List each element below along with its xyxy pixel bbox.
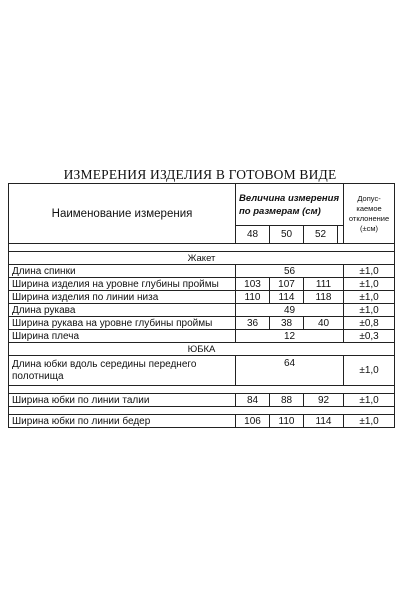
table-row (9, 356, 395, 386)
tolerance-value: ±1,0 (344, 394, 395, 407)
value-size-48: 106 (236, 415, 270, 428)
value-size-48: 84 (236, 394, 270, 407)
value-size-50: 110 (270, 415, 304, 428)
document-title: ИЗМЕРЕНИЯ ИЗДЕЛИЯ В ГОТОВОМ ВИДЕ (63, 167, 337, 182)
table-row (9, 394, 395, 407)
value-size-50: 107 (270, 278, 304, 291)
measurement-name: Ширина рукава на уровне глубины проймы (9, 317, 236, 330)
measurement-name-line2: полотнища (12, 370, 64, 382)
table-row (9, 278, 395, 291)
measurement-name: Ширина юбки по линии талии (9, 394, 236, 407)
measurement-name: Длина спинки (9, 265, 236, 278)
table-row (9, 291, 395, 304)
size-48: 48 (236, 226, 270, 244)
value-size-48: 110 (236, 291, 270, 304)
value-size-52: 114 (304, 415, 344, 428)
measurement-value: 64 (236, 356, 344, 386)
measurement-name: Ширина юбки по линии бедер (9, 415, 236, 428)
measurements-table (8, 183, 395, 428)
tolerance-value: ±1,0 (344, 291, 395, 304)
tolerance-value: ±0,3 (344, 330, 395, 343)
tolerance-value: ±1,0 (344, 415, 395, 428)
measurement-name-line1: Длина юбки вдоль середины переднего (12, 358, 197, 370)
tolerance-value: ±1,0 (344, 356, 395, 386)
tolerance-value: ±1,0 (344, 265, 395, 278)
header-values-line1: Величина измерения (239, 192, 340, 204)
header-tolerance-line2: каемое (356, 203, 382, 213)
header-tolerance-line4: (±см) (360, 223, 379, 233)
table-row (9, 330, 395, 343)
section-title: Жакет (9, 252, 395, 265)
header-tolerance-line1: Допус- (357, 193, 381, 203)
measurement-name: Ширина изделия по линии низа (9, 291, 236, 304)
header-tolerance-line3: отклонение (348, 213, 390, 223)
table-row (9, 317, 395, 330)
section-title: ЮБКА (9, 343, 395, 356)
header-values-by-size (236, 184, 344, 226)
value-size-48: 36 (236, 317, 270, 330)
size-52: 52 (304, 226, 338, 244)
measurement-name: Ширина плеча (9, 330, 236, 343)
measurement-name (9, 356, 236, 386)
value-size-52: 118 (304, 291, 344, 304)
tolerance-value: ±1,0 (344, 304, 395, 317)
table-row (9, 265, 395, 278)
value-size-50: 38 (270, 317, 304, 330)
value-size-52: 92 (304, 394, 344, 407)
measurement-value: 49 (236, 304, 344, 317)
section-header-jacket (9, 252, 395, 265)
table-row (9, 415, 395, 428)
value-size-52: 111 (304, 278, 344, 291)
value-size-50: 114 (270, 291, 304, 304)
header-tolerance (344, 184, 395, 244)
measurement-value: 56 (236, 265, 344, 278)
value-size-50: 88 (270, 394, 304, 407)
header-row (9, 184, 395, 226)
section-header-skirt (9, 343, 395, 356)
size-50: 50 (270, 226, 304, 244)
measurement-value: 12 (236, 330, 344, 343)
value-size-52: 40 (304, 317, 344, 330)
tolerance-value: ±1,0 (344, 278, 395, 291)
measurement-name: Длина рукава (9, 304, 236, 317)
header-values-line2: по размерам (см) (239, 205, 321, 217)
measurement-name: Ширина изделия на уровне глубины проймы (9, 278, 236, 291)
value-size-48: 103 (236, 278, 270, 291)
table-row (9, 304, 395, 317)
header-measurement-name: Наименование измерения (9, 184, 236, 244)
tolerance-value: ±0,8 (344, 317, 395, 330)
